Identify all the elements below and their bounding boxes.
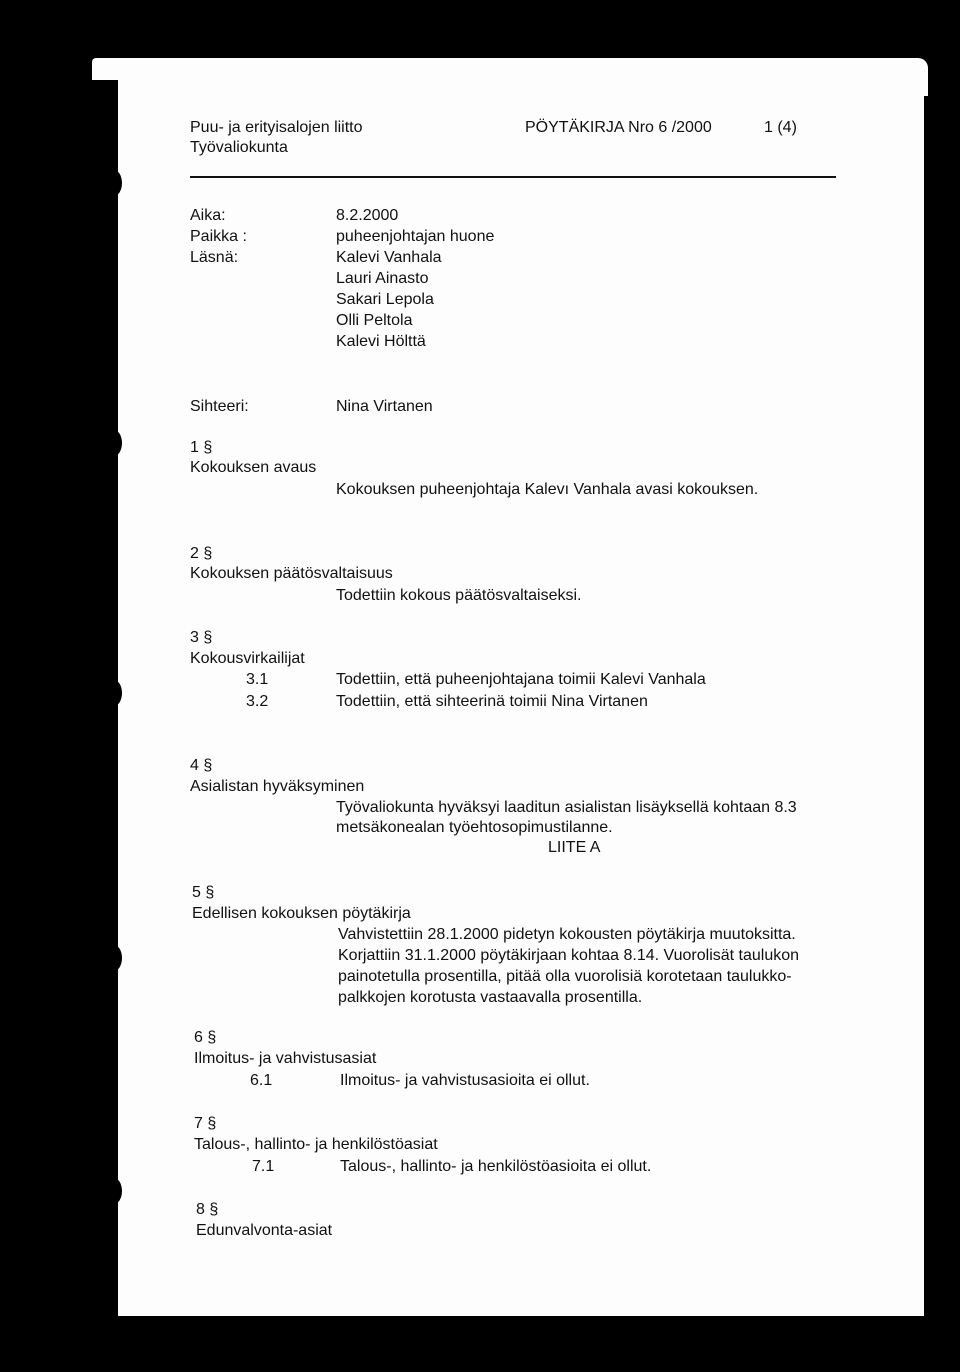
section-number: 6 § xyxy=(194,1029,217,1046)
section-text: painotetulla prosentilla, pitää olla vuorolisiä korotetaan taulukko- xyxy=(338,968,792,985)
binder-ring xyxy=(106,430,122,456)
present-member: Olli Peltola xyxy=(336,312,413,329)
section-text: Työvaliokunta hyväksyi laaditun asialistan lisäyksellä kohtaan 8.3 xyxy=(336,799,797,816)
section-number: 2 § xyxy=(190,545,213,562)
attachment-label: LIITE A xyxy=(548,839,601,856)
section-number: 7 § xyxy=(194,1115,217,1132)
section-title: Edellisen kokouksen pöytäkirja xyxy=(192,905,411,922)
item-text: Todettiin, että sihteerinä toimii Nina Virtanen xyxy=(336,693,648,710)
item-text: Ilmoitus- ja vahvistusasioita ei ollut. xyxy=(340,1072,590,1089)
section-title: Ilmoitus- ja vahvistusasiat xyxy=(194,1050,377,1067)
section-title: Asialistan hyväksyminen xyxy=(190,778,365,795)
section-title: Edunvalvonta-asiat xyxy=(196,1222,333,1239)
section-text: Vahvistettiin 28.1.2000 pidetyn kokousten pöytäkirja muutoksitta. xyxy=(338,926,796,943)
header-divider xyxy=(190,176,836,178)
item-number: 7.1 xyxy=(252,1158,275,1175)
section-number: 1 § xyxy=(190,439,213,456)
item-text: Talous-, hallinto- ja henkilöstöasioita ei ollut. xyxy=(340,1158,652,1175)
section-title: Kokouksen päätösvaltaisuus xyxy=(190,565,393,582)
section-title: Talous-, hallinto- ja henkilöstöasiat xyxy=(194,1136,438,1153)
binder-ring xyxy=(106,1178,122,1204)
time-label: Aika: xyxy=(190,207,226,224)
section-title: Kokouksen avaus xyxy=(190,459,317,476)
place-value: puheenjohtajan huone xyxy=(336,228,495,245)
present-label: Läsnä: xyxy=(190,249,239,266)
section-text: palkkojen korotusta vastaavalla prosentilla. xyxy=(338,989,643,1006)
document-title: PÖYTÄKIRJA Nro 6 /2000 xyxy=(525,119,712,136)
section-number: 5 § xyxy=(192,884,215,901)
page-bottom-edge xyxy=(118,1316,928,1326)
binder-ring xyxy=(106,170,122,196)
organization-name: Puu- ja erityisalojen liitto xyxy=(190,119,363,136)
place-label: Paikka : xyxy=(190,228,247,245)
time-value: 8.2.2000 xyxy=(336,207,399,224)
item-number: 3.2 xyxy=(246,693,269,710)
section-number: 8 § xyxy=(196,1201,219,1218)
item-number: 6.1 xyxy=(250,1072,273,1089)
section-text: Korjattiin 31.1.2000 pöytäkirjaan kohtaa 8.14. Vuorolisät taulukon xyxy=(338,947,800,964)
secretary-value: Nina Virtanen xyxy=(336,398,433,415)
section-number: 4 § xyxy=(190,757,213,774)
present-member: Kalevi Hölttä xyxy=(336,333,426,350)
binder-ring xyxy=(106,945,122,971)
item-number: 3.1 xyxy=(246,671,269,688)
page-number: 1 (4) xyxy=(764,119,797,136)
section-text: Kokouksen puheenjohtaja Kalevı Vanhala avasi kokouksen. xyxy=(336,481,759,498)
section-text: Todettiin kokous päätösvaltaiseksi. xyxy=(336,587,582,604)
item-text: Todettiin, että puheenjohtajana toimii Kalevi Vanhala xyxy=(336,671,706,688)
committee-name: Työvaliokunta xyxy=(190,139,288,156)
present-member: Lauri Ainasto xyxy=(336,270,429,287)
present-member: Sakari Lepola xyxy=(336,291,434,308)
binder-ring xyxy=(106,680,122,706)
secretary-label: Sihteeri: xyxy=(190,398,249,415)
present-member: Kalevi Vanhala xyxy=(336,249,442,266)
page-right-edge xyxy=(924,96,932,1316)
section-text: metsäkonealan työehtosopimustilanne. xyxy=(336,819,613,836)
section-title: Kokousvirkailijat xyxy=(190,650,305,667)
section-number: 3 § xyxy=(190,629,213,646)
